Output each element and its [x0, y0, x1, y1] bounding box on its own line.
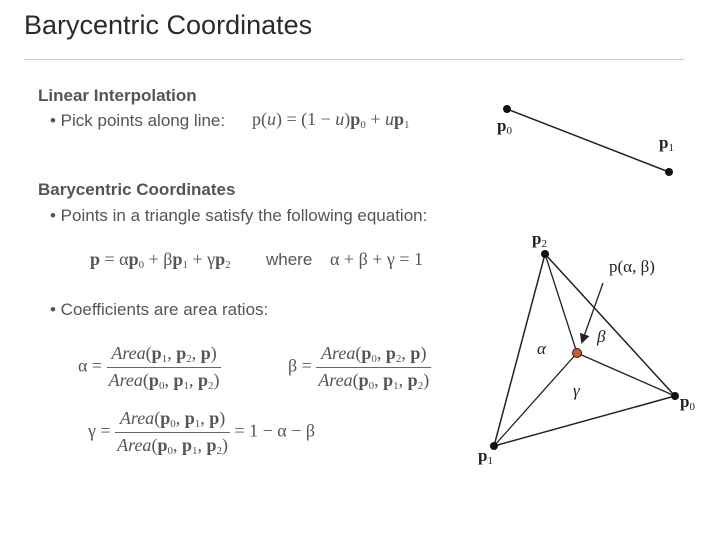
slide-title: Barycentric Coordinates [24, 10, 313, 40]
triangle-equation-bullet: • Points in a triangle satisfy the following equation: [50, 206, 428, 225]
interior-point [573, 349, 582, 358]
barycentric-heading: Barycentric Coordinates [38, 180, 236, 199]
vertex-label-p1: $p_1$ [478, 446, 493, 467]
vertex-p2 [541, 250, 549, 258]
alpha-area-ratio-equation: α = $\frac{Area(p_1, p_2, p)}{Area(p_0, p_1, p_2)}$ [78, 343, 220, 392]
vertex-p0 [671, 392, 679, 400]
alpha-region-label: α [537, 339, 546, 358]
gamma-region-label: γ [573, 381, 580, 400]
line-point-p0 [503, 105, 511, 113]
vertex-label-p0: $p_0$ [680, 392, 695, 413]
linear-interpolation-heading: Linear Interpolation [38, 86, 197, 105]
line-label-p1: $p_1$ [659, 133, 674, 154]
segment-to-p0 [577, 353, 675, 396]
barycentric-equation: $p = \alpha p_0 + \beta p_1 + \gamma p_2$ [90, 249, 231, 271]
line-point-p1 [665, 168, 673, 176]
interpolation-line [507, 109, 669, 172]
beta-area-ratio-equation: β = $\frac{Area(p_0, p_2, p)}{Area(p_0, p_1, p_2)}$ [288, 343, 430, 392]
point-label: p(α, β) [609, 257, 655, 276]
vertex-label-p2: $p_2$ [532, 229, 547, 250]
area-ratio-bullet: • Coefficients are area ratios: [50, 300, 269, 319]
linear-bullet: • Pick points along line: [50, 111, 226, 130]
triangle [494, 254, 675, 446]
beta-region-label: β [597, 327, 606, 346]
linear-interp-equation: $p(u) = (1 - u)p_0 + up_1$ [252, 109, 410, 131]
line-label-p0: $p_0$ [497, 116, 512, 137]
coefficient-sum-equation: α + β + γ = 1 [330, 249, 423, 269]
segment-to-p2 [545, 254, 577, 353]
gamma-area-ratio-equation: γ = $\frac{Area(p_0, p_1, p)}{Area(p_0, p_1, p_2)}$ = 1 − α − β [88, 408, 316, 457]
where-text: where [266, 250, 313, 269]
